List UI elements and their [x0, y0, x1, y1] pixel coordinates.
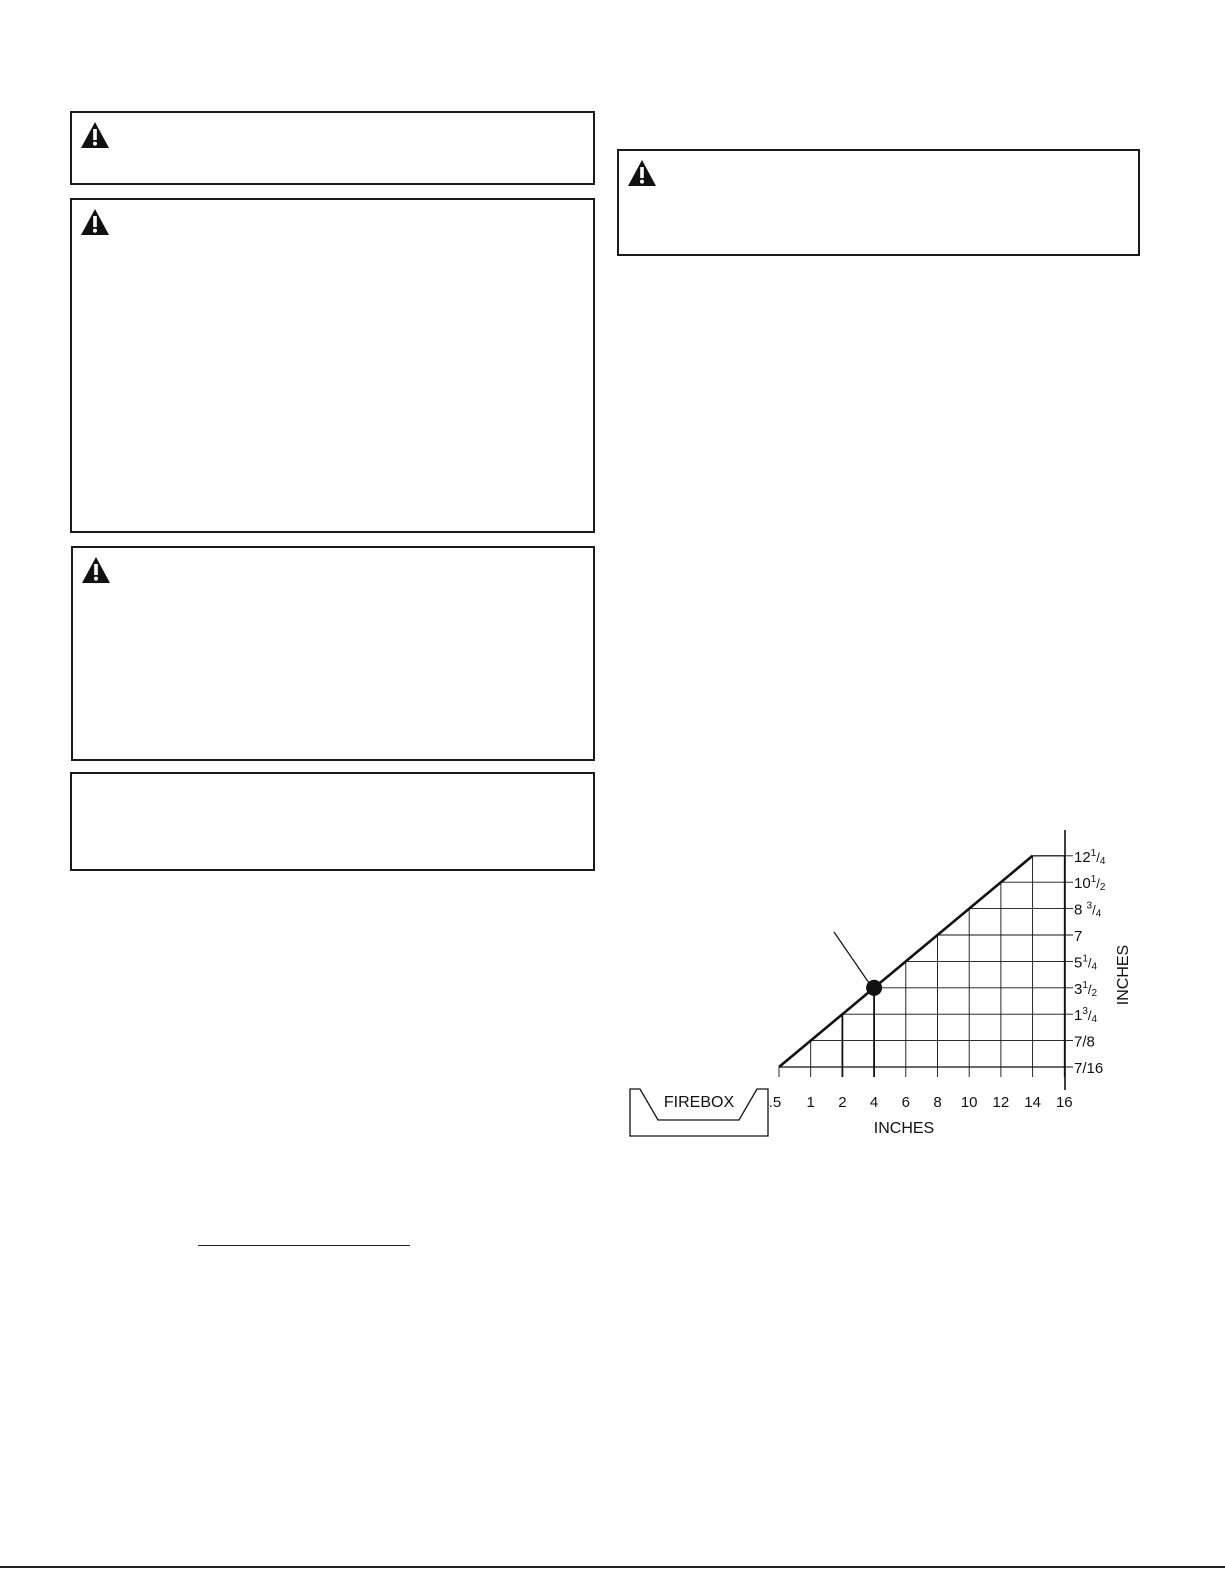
- y-tick-label-1: 7/8: [1074, 1033, 1095, 1051]
- y-axis-title: INCHES: [1115, 944, 1132, 1006]
- callout-leader-line: [834, 932, 869, 983]
- note-box: [70, 772, 595, 871]
- y-tick-label-5: 7: [1074, 928, 1083, 945]
- chart-grid: [779, 856, 1073, 1077]
- x-tick-label-2: 2: [838, 1094, 847, 1111]
- page-bottom-rule: [0, 1566, 1225, 1568]
- highlight-point: [866, 980, 882, 996]
- warning-box-4: [617, 149, 1140, 256]
- y-tick-label-2: $1^3/4$: [1074, 1006, 1098, 1026]
- x-tick-label-.5: .5: [768, 1094, 782, 1111]
- warning-triangle-icon: [80, 208, 110, 236]
- x-tick-label-12: 12: [992, 1094, 1010, 1111]
- warning-triangle-icon: [627, 159, 657, 187]
- y-tick-label-7: $10^1/2$: [1074, 874, 1106, 894]
- clearance-chart: [620, 820, 1140, 1150]
- x-tick-label-16: 16: [1055, 1094, 1073, 1111]
- underline-rule: [198, 1245, 410, 1246]
- warning-triangle-icon: [81, 556, 111, 584]
- firebox-label: FIREBOX: [663, 1094, 735, 1111]
- x-tick-label-1: 1: [806, 1094, 815, 1111]
- y-tick-label-6: 8 $^3$/4: [1074, 900, 1102, 920]
- warning-box-2: [70, 198, 595, 533]
- warning-box-1: [70, 111, 595, 185]
- y-tick-label-8: $12^1/4$: [1074, 847, 1106, 867]
- y-tick-label-4: $5^1/4$: [1074, 953, 1098, 973]
- y-tick-label-3: $3^1/2$: [1074, 979, 1098, 999]
- x-tick-label-10: 10: [960, 1094, 978, 1111]
- x-axis-title: INCHES: [873, 1120, 935, 1137]
- warning-triangle-icon: [80, 121, 110, 149]
- warning-box-3: [71, 546, 595, 761]
- x-tick-label-4: 4: [869, 1094, 879, 1111]
- x-tick-label-8: 8: [933, 1094, 942, 1111]
- y-tick-label-0: 7/16: [1074, 1060, 1104, 1077]
- x-tick-label-14: 14: [1024, 1094, 1041, 1111]
- x-tick-label-6: 6: [901, 1094, 910, 1111]
